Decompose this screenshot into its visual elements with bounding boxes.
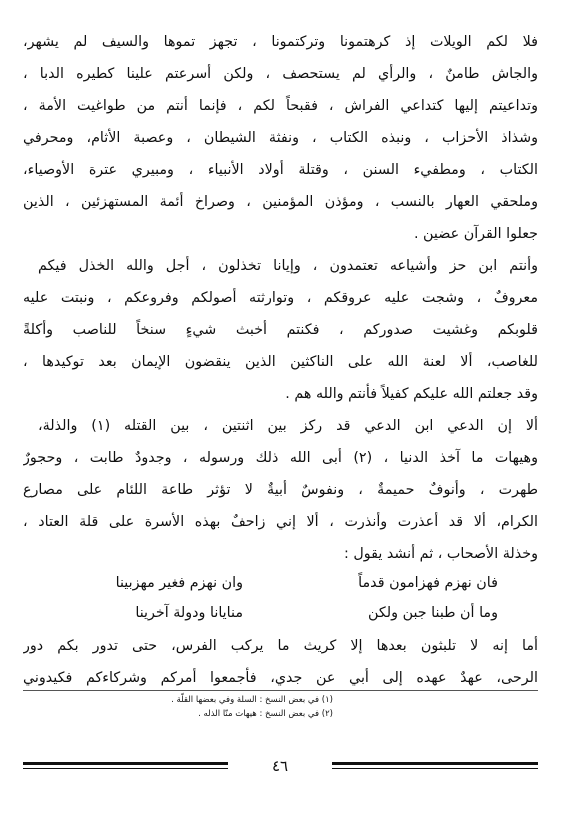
text-line: الكرام، ألا قد أعذرت وأنذرت ، ألا إني زاحفٌ بهذه الأسرة على قلة العتاد ، [23, 514, 538, 530]
bottom-rule-left-thick [23, 762, 228, 765]
text-line: ألا إن الدعي ابن الدعي قد ركز بين اثنتين ، بين القتله (١) والذلة، [38, 418, 538, 434]
poem-verse-first-half: وما أن طبنا جبن ولكن [367, 605, 498, 621]
footnote: (٢) في بعض النسخ : هيهات منّا الذله . [198, 709, 333, 719]
bottom-rule-left-thin [23, 768, 228, 769]
text-line: الكتاب ، ومطفيء السنن ، وقتلة أولاد الأنبياء ، ومبيري عترة الأوصياء، [23, 162, 538, 178]
text-line: الرحى، عهدٌ عهده إلى أبي عن جدي، فأجمعوا أمركم وشركاءكم فكيدوني [23, 670, 538, 686]
text-line: للغاصب، ألا لعنة الله على الناكثين الذين ينقضون الإيمان بعد توكيدها ، [23, 354, 538, 370]
text-line: قلوبكم وغشيت صدوركم ، فكنتم أخبث شيءٍ سنخاً للناصب وأكلةً [23, 322, 538, 338]
text-line: وتداعيتم إليها كتداعي الفراش ، فقبحاً لكم ، فإنما أنتم من طواغيت الأمة ، [23, 98, 538, 114]
text-line: طهرت ، وأنوفٌ حميمةٌ ، ونفوسٌ أبيةٌ لا تؤثر طاعة اللئام على مصارع [23, 482, 538, 498]
footnote: (١) في بعض النسخ : السلة وفي بعضها القلّة . [171, 695, 333, 705]
text-line: وأنتم ابن حز وأشياعه تعتمدون ، وإيانا تخذلون ، أجل والله الخذل فيكم [38, 258, 538, 274]
poem-verse-first-half: فان نهزم فهزامون قدماً [358, 575, 498, 591]
bottom-rule-right-thin [332, 768, 538, 769]
text-line: معروفٌ ، وشجت عليه عروقكم ، وتوارثته أصولكم وفروعكم ، ونبتت عليه [23, 290, 538, 306]
text-line: أما إنه لا تلبثون بعدها إلا كريث ما يركب الفرس، حتى تدور بكم دور [23, 638, 538, 654]
poem-verse-second-half: وان نهزم فغير مهزبينا [115, 575, 243, 591]
poem-verse-second-half: منايانا ودولة آخرينا [135, 605, 243, 621]
footnote-separator [23, 690, 538, 691]
text-line: وشذاذ الأحزاب ، ونبذه الكتاب ، ونفثة الشيطان ، وعصبة الأثام، ومحرفي [23, 130, 538, 146]
bottom-rule-right-thick [332, 762, 538, 765]
text-line: وقد جعلتم الله عليكم كفيلاً فأنتم والله هم . [285, 386, 538, 402]
text-line: جعلوا القرآن عضين . [413, 226, 538, 242]
text-line: وملحقي العهار بالنسب ، ومؤذن المؤمنين ، وصراخ أئمة المستهزئين ، الذين [23, 194, 538, 210]
text-line: وخذلة الأصحاب ، ثم أنشد يقول : [344, 546, 538, 562]
text-line: وهيهات ما آخذ الدنيا ، (٢) أبى الله ذلك ورسوله ، وجدودٌ طابت ، وحجورٌ [23, 450, 538, 466]
text-line: فلا لكم الويلات إذ كرهتمونا وتركتمونا ، تجهز تموها والسيف لم يشهر، [23, 34, 538, 50]
text-line: والجاش طامنٌ ، والرأي لم يستحصف ، ولكن أسرعتم علينا كطيره الدبا ، [23, 66, 538, 82]
page-number: ٤٦ [271, 757, 289, 775]
